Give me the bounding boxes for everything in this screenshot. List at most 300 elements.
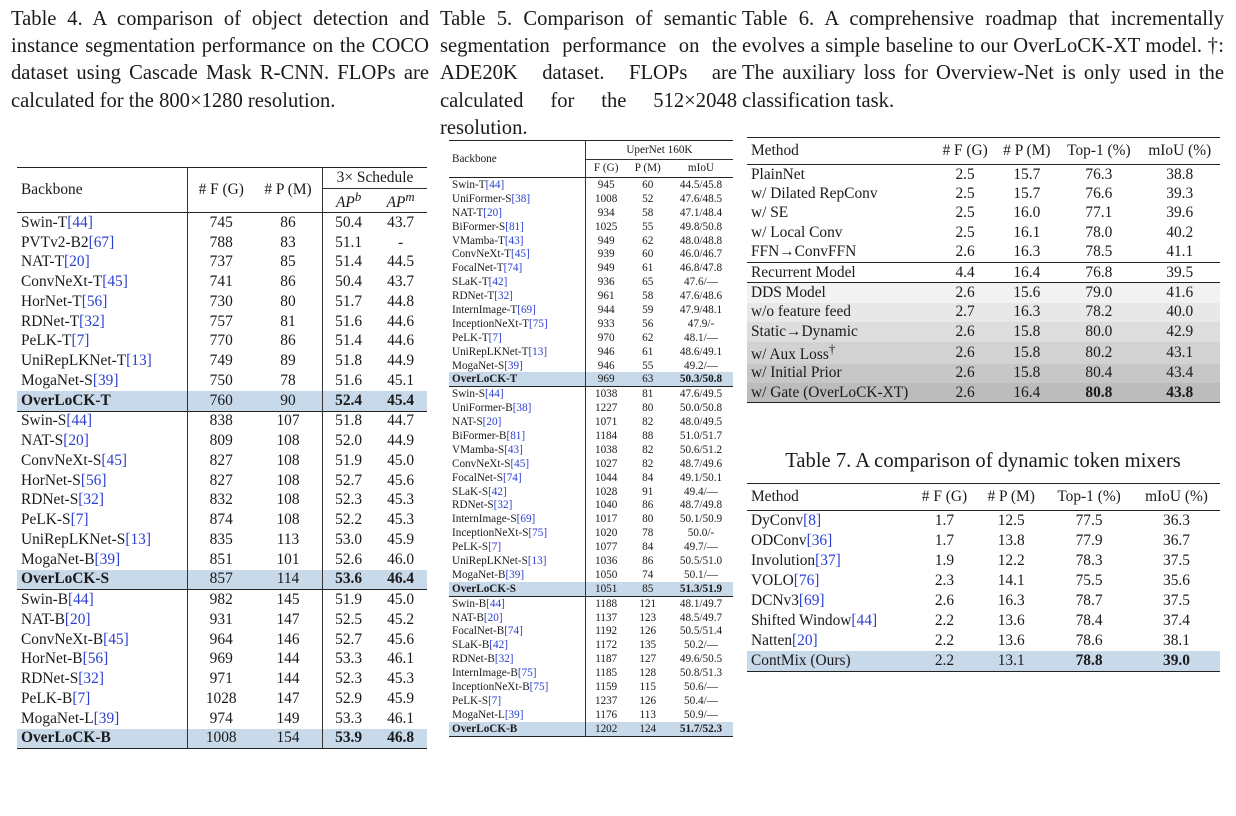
t6-cell-method xyxy=(747,165,935,185)
t5-cell-backbone xyxy=(449,387,585,401)
t6-cell-miou: 38.8 xyxy=(1166,165,1194,183)
t5-row xyxy=(449,261,733,275)
t4-cell-apb: 53.3 xyxy=(323,650,375,670)
t4-row xyxy=(17,550,427,570)
t4-model-name: PeLK-B xyxy=(21,689,73,707)
t4-body xyxy=(17,213,427,749)
t5-citation: [20] xyxy=(483,611,503,624)
t6-cell-flops: 2.5 xyxy=(955,223,975,241)
t4-cell-flops: 737 xyxy=(188,253,254,273)
t5-cell-params: 126 xyxy=(639,625,657,638)
t6-row xyxy=(747,165,1220,185)
t6-cell-method xyxy=(747,243,935,263)
t5-cell-flops: 1185 xyxy=(585,666,626,680)
t5-cell-params: 82 xyxy=(642,443,654,456)
t5-row xyxy=(449,638,733,652)
t5-cell-flops: 1176 xyxy=(585,708,626,722)
t4-cell-params: 107 xyxy=(276,412,300,430)
t4-cell-apb: 52.6 xyxy=(323,550,375,570)
t4-cell-apb: 51.8 xyxy=(323,351,375,371)
t4-cell-apb: 53.0 xyxy=(323,530,375,550)
t5-cell-params: 84 xyxy=(642,471,654,484)
t4-cell-params: 85 xyxy=(280,253,296,271)
t5-row xyxy=(449,540,733,554)
t4-cell-backbone xyxy=(17,431,188,451)
t4-cell-apm: 46.1 xyxy=(387,650,415,668)
t4-cell-backbone xyxy=(17,630,188,650)
t4-model-name: HorNet-T xyxy=(21,292,82,310)
t5-cell-params: 128 xyxy=(639,667,657,680)
t7-row xyxy=(747,531,1220,551)
t5-cell-miou: 50.5/51.0 xyxy=(679,554,723,567)
t4-cell-flops: 874 xyxy=(188,510,254,530)
t4-cell-backbone xyxy=(17,709,188,729)
t6-cell-flops: 2.5 xyxy=(955,204,975,222)
t7-cell-flops: 1.7 xyxy=(934,532,955,549)
t7-header-flops: # F (G) xyxy=(921,488,968,505)
t7-cell-method xyxy=(747,591,912,611)
t6-cell-miou: 41.6 xyxy=(1139,283,1220,303)
t5-model-name: InceptionNeXt-T xyxy=(452,317,530,330)
t7-cell-flops: 2.2 xyxy=(934,632,955,649)
t5-cell-backbone xyxy=(449,512,585,526)
t4-citation: [39] xyxy=(92,371,119,389)
t5-model-name: InceptionNeXt-B xyxy=(452,681,530,693)
t6-method-name: w/ Local Conv xyxy=(751,223,843,241)
t5-cell-params: 55 xyxy=(642,220,654,233)
t4-cell-apm: 45.6 xyxy=(387,630,415,648)
t5-cell-params: 86 xyxy=(642,554,654,567)
t5-model-name: InternImage-B xyxy=(452,667,518,680)
t5-citation: [38] xyxy=(511,192,531,205)
t7-citation: [36] xyxy=(806,532,833,549)
t4-cell-apb: 51.4 xyxy=(323,332,375,352)
t4-cell-apb: 52.5 xyxy=(323,610,375,630)
t5-cell-miou: 49.8/50.8 xyxy=(679,220,723,233)
t5-cell-backbone xyxy=(449,666,585,680)
t5-cell-backbone xyxy=(449,415,585,429)
t5-citation: [45] xyxy=(511,248,530,261)
t7-cell-miou: 37.4 xyxy=(1163,612,1190,629)
t4-model-name: Swin-T xyxy=(21,213,68,231)
t6-cell-params: 15.6 xyxy=(995,283,1058,303)
t5-citation: [39] xyxy=(504,708,524,721)
t7-cell-params: 12.5 xyxy=(997,512,1025,529)
t5-model-name: OverLoCK-B xyxy=(452,722,518,735)
t4-model-name: NAT-B xyxy=(21,610,65,628)
t5-cell-params: 62 xyxy=(642,331,654,344)
t4-row xyxy=(17,491,427,511)
t4-citation: [13] xyxy=(126,352,152,370)
t4-cell-apb: 52.9 xyxy=(323,689,375,709)
t4-model-name: OverLoCK-S xyxy=(21,570,110,588)
t5-cell-backbone xyxy=(449,554,585,568)
t6-row xyxy=(747,383,1220,403)
t5-model-name: MogaNet-B xyxy=(452,568,506,581)
t5-row xyxy=(449,708,733,722)
table6-caption: Table 6. A comprehensive roadmap that incrementally evolves a simple baseline to our OverLoCK-XT model. †: The auxiliary loss for Overview-Net is only used in the classification task. xyxy=(742,8,1224,112)
t5-cell-backbone xyxy=(449,722,585,736)
t4-cell-apm: 46.4 xyxy=(374,570,427,590)
t4-model-name: NAT-T xyxy=(21,253,65,271)
t5-model-name: OverLoCK-T xyxy=(452,373,518,386)
t5-cell-backbone xyxy=(449,708,585,722)
t5-model-name: InternImage-S xyxy=(452,513,517,526)
t5-cell-miou: 50.1/— xyxy=(684,568,718,581)
t5-cell-params: 123 xyxy=(639,611,657,624)
t5-cell-params: 124 xyxy=(627,722,669,736)
t6-cell-method xyxy=(747,303,935,322)
t5-row xyxy=(449,443,733,457)
t5-cell-flops: 1137 xyxy=(585,611,626,625)
t6-row xyxy=(747,204,1220,223)
t4-model-name: RDNet-S xyxy=(21,670,79,688)
t5-cell-params: 60 xyxy=(642,248,654,261)
t4-cell-apb: 50.4 xyxy=(323,272,375,292)
t4-cell-flops: 788 xyxy=(188,233,254,253)
t5-highlight-row xyxy=(449,722,733,736)
t5-cell-backbone xyxy=(449,303,585,317)
t6-cell-method xyxy=(747,184,935,203)
t6-body xyxy=(747,165,1220,403)
t4-cell-flops: 857 xyxy=(188,570,254,590)
t4-cell-params: 144 xyxy=(276,670,300,688)
t7-cell-method xyxy=(747,571,912,591)
t5-cell-flops: 970 xyxy=(585,331,626,345)
t4-cell-backbone xyxy=(17,610,188,630)
t5-cell-params: 58 xyxy=(642,206,654,219)
t5-citation: [74] xyxy=(502,471,522,484)
t5-cell-flops: 1051 xyxy=(585,582,626,596)
t5-cell-params: 52 xyxy=(642,192,654,205)
t4-cell-flops: 770 xyxy=(188,332,254,352)
t4-citation: [32] xyxy=(79,312,105,330)
t7-cell-top1: 77.5 xyxy=(1075,512,1103,529)
t5-cell-backbone xyxy=(449,401,585,415)
t7-header-params: # P (M) xyxy=(987,488,1035,505)
t5-cell-backbone xyxy=(449,275,585,289)
t5-model-name: PeLK-S xyxy=(452,694,489,707)
t4-cell-flops: 982 xyxy=(188,590,254,610)
t6-cell-params: 16.1 xyxy=(1013,223,1041,241)
t4-citation: [44] xyxy=(67,213,93,231)
t5-cell-backbone xyxy=(449,680,585,694)
t5-cell-backbone xyxy=(449,611,585,625)
t5-citation: [39] xyxy=(505,568,525,581)
t4-citation: [56] xyxy=(81,292,108,310)
t6-row xyxy=(747,223,1220,242)
t5-cell-backbone xyxy=(449,625,585,639)
t6-row xyxy=(747,262,1220,282)
t4-cell-apm: 45.3 xyxy=(387,670,415,688)
t7-cell-flops: 2.6 xyxy=(934,592,955,609)
t7-cell-miou: 36.3 xyxy=(1163,512,1190,529)
t4-model-name: MogaNet-L xyxy=(21,709,94,727)
t5-citation: [75] xyxy=(529,681,549,693)
t5-cell-backbone xyxy=(449,331,585,345)
t4-header-params: # P (M) xyxy=(264,181,312,198)
t6-cell-params: 15.8 xyxy=(995,342,1058,364)
t7-cell-params: 14.1 xyxy=(997,572,1025,589)
t5-cell-miou: 48.0/49.5 xyxy=(679,416,723,429)
t5-citation: [32] xyxy=(493,499,513,512)
t5-row xyxy=(449,275,733,289)
t5-citation: [74] xyxy=(504,625,523,638)
t6-header-flops: # F (G) xyxy=(942,142,988,159)
t4-cell-params: 113 xyxy=(276,530,300,548)
t5-cell-miou: 47.6/— xyxy=(684,276,718,289)
t6-cell-params: 15.7 xyxy=(1013,165,1041,183)
t5-row xyxy=(449,471,733,485)
t4-row xyxy=(17,650,427,670)
t4-cell-apm: 43.7 xyxy=(387,213,415,231)
t5-model-name: PeLK-T xyxy=(452,331,489,344)
t4-cell-params: 154 xyxy=(254,729,323,749)
t5-citation: [7] xyxy=(488,694,502,707)
t5-cell-flops: 1188 xyxy=(585,596,626,610)
t7-method-name: DCNv3 xyxy=(751,592,799,609)
t5-row xyxy=(449,387,733,401)
t5-cell-miou: 49.1/50.1 xyxy=(679,471,723,484)
t6-cell-miou: 39.6 xyxy=(1166,204,1194,222)
t7-cell-method xyxy=(747,611,912,631)
t7-cell-top1: 78.8 xyxy=(1045,651,1133,672)
t5-cell-backbone xyxy=(449,582,585,596)
t6-cell-top1: 80.2 xyxy=(1058,342,1139,364)
t4-model-name: HorNet-B xyxy=(21,650,83,668)
t5-cell-flops: 1227 xyxy=(585,401,626,415)
t5-citation: [32] xyxy=(494,290,513,303)
t4-cell-backbone xyxy=(17,491,188,511)
t4-cell-params: 78 xyxy=(280,371,296,389)
t5-cell-miou: 49.7/— xyxy=(684,541,718,554)
t7-cell-method xyxy=(747,511,912,532)
t5-cell-params: 82 xyxy=(642,416,654,429)
t5-cell-flops: 946 xyxy=(585,345,626,359)
t5-cell-flops: 1038 xyxy=(585,387,626,401)
t5-row xyxy=(449,303,733,317)
t5-cell-flops: 1184 xyxy=(585,429,626,443)
t5-row xyxy=(449,429,733,443)
t7-header-miou: mIoU (%) xyxy=(1145,488,1208,505)
t4-cell-backbone xyxy=(17,272,188,292)
t4-model-name: RDNet-S xyxy=(21,491,79,509)
t5-cell-params: 61 xyxy=(642,345,654,358)
t5-cell-backbone xyxy=(449,345,585,359)
t5-model-name: OverLoCK-S xyxy=(452,582,517,595)
t4-row xyxy=(17,610,427,630)
t6-cell-params: 15.8 xyxy=(995,364,1058,383)
table6 xyxy=(747,137,1220,403)
t4-model-name: MogaNet-S xyxy=(21,371,93,389)
t5-cell-params: 86 xyxy=(642,499,654,512)
table4 xyxy=(17,167,427,749)
t4-citation: [45] xyxy=(103,630,129,648)
t4-model-name: MogaNet-B xyxy=(21,550,95,568)
t5-cell-miou: 47.1/48.4 xyxy=(679,206,723,219)
t7-citation: [8] xyxy=(803,512,822,529)
t5-row xyxy=(449,415,733,429)
t5-cell-flops: 1071 xyxy=(585,415,626,429)
t4-row xyxy=(17,510,427,530)
t7-cell-params: 16.3 xyxy=(997,592,1025,609)
t5-model-name: MogaNet-L xyxy=(452,708,505,721)
t4-cell-params: 145 xyxy=(276,591,300,609)
t7-row xyxy=(747,571,1220,591)
t4-cell-apb: 52.3 xyxy=(323,669,375,689)
t4-citation: [45] xyxy=(102,273,128,291)
t5-cell-miou: 48.0/48.8 xyxy=(679,234,723,247)
t5-cell-backbone xyxy=(449,652,585,666)
t4-cell-params: 108 xyxy=(276,432,300,450)
t5-cell-backbone xyxy=(449,694,585,708)
t4-cell-apm: 45.3 xyxy=(387,491,415,509)
t4-cell-apm: 44.8 xyxy=(387,292,415,310)
t5-citation: [81] xyxy=(505,220,524,233)
t7-method-name: ContMix (Ours) xyxy=(751,652,851,669)
t4-cell-backbone xyxy=(17,312,188,332)
t7-cell-method xyxy=(747,651,912,672)
t7-cell-miou: 37.5 xyxy=(1163,592,1190,609)
t5-row xyxy=(449,526,733,540)
t6-cell-method xyxy=(747,322,935,341)
t4-cell-backbone xyxy=(17,233,188,253)
t7-cell-params: 13.1 xyxy=(977,651,1045,672)
t4-cell-flops: 969 xyxy=(188,650,254,670)
t4-header-apm: $AP^m$ xyxy=(386,189,415,211)
t5-cell-backbone xyxy=(449,498,585,512)
t5-model-name: NAT-B xyxy=(452,611,484,624)
t4-cell-backbone xyxy=(17,451,188,471)
t4-cell-params: 86 xyxy=(280,332,296,350)
t5-cell-backbone xyxy=(449,192,585,206)
t6-cell-top1: 78.0 xyxy=(1085,223,1113,241)
t7-method-name: VOLO xyxy=(751,572,794,589)
t7-citation: [44] xyxy=(851,612,878,629)
t5-row xyxy=(449,498,733,512)
t5-cell-flops: 1050 xyxy=(585,568,626,582)
t4-header-apb: $AP^b$ xyxy=(323,189,375,213)
t5-citation: [74] xyxy=(503,262,523,275)
t7-row xyxy=(747,631,1220,651)
t5-row xyxy=(449,317,733,331)
t4-cell-flops: 974 xyxy=(188,709,254,729)
t4-cell-apm: 44.9 xyxy=(387,432,415,450)
t4-model-name: ConvNeXt-S xyxy=(21,451,102,469)
t4-cell-flops: 971 xyxy=(188,669,254,689)
t4-cell-backbone xyxy=(17,729,188,749)
t5-citation: [20] xyxy=(482,416,502,429)
t4-row xyxy=(17,411,427,431)
t4-citation: [32] xyxy=(78,670,104,688)
t6-method-name: w/o feature feed xyxy=(751,303,851,321)
t4-cell-params: 146 xyxy=(276,630,300,648)
t4-citation: [56] xyxy=(82,650,109,668)
t7-cell-miou: 35.6 xyxy=(1163,572,1190,589)
t6-cell-miou: 41.1 xyxy=(1166,243,1194,261)
t7-method-name: DyConv xyxy=(751,512,804,529)
table7-caption-block xyxy=(742,448,1224,475)
t4-model-name: Swin-S xyxy=(21,412,67,430)
t5-row xyxy=(449,331,733,345)
t6-cell-top1: 80.8 xyxy=(1058,383,1139,403)
t6-cell-top1: 76.6 xyxy=(1085,185,1113,203)
t4-row xyxy=(17,253,427,273)
t6-header-miou: mIoU (%) xyxy=(1148,142,1212,159)
t4-cell-flops: 835 xyxy=(188,530,254,550)
t5-cell-params: 88 xyxy=(642,429,654,442)
t4-cell-apm: 45.0 xyxy=(387,451,415,469)
t4-cell-apb: 52.0 xyxy=(323,431,375,451)
t5-row xyxy=(449,178,733,192)
t4-cell-backbone xyxy=(17,510,188,530)
t5-cell-backbone xyxy=(449,596,585,610)
t4-citation: [7] xyxy=(71,332,90,350)
t5-cell-backbone xyxy=(449,429,585,443)
t4-cell-backbone xyxy=(17,570,188,590)
t4-cell-apb: 51.1 xyxy=(323,233,375,253)
t4-cell-apb: 52.2 xyxy=(323,510,375,530)
t5-citation: [44] xyxy=(485,178,505,191)
t4-model-name: PeLK-S xyxy=(21,511,71,529)
t4-highlight-row xyxy=(17,570,427,590)
t7-method-name: ODConv xyxy=(751,532,807,549)
t4-cell-apb: 51.8 xyxy=(323,411,375,431)
t6-cell-flops: 4.4 xyxy=(955,263,975,281)
t5-cell-flops: 946 xyxy=(585,359,626,373)
table5-caption-block xyxy=(440,6,737,142)
t5-cell-miou: 50.2/— xyxy=(684,639,718,652)
t4-row xyxy=(17,471,427,491)
t5-citation: [69] xyxy=(516,513,536,526)
t5-cell-miou: 49.4/— xyxy=(684,485,718,498)
t7-header-method: Method xyxy=(751,488,799,505)
t4-cell-apm: 44.9 xyxy=(387,352,415,370)
t5-row xyxy=(449,345,733,359)
t4-cell-apm: 45.6 xyxy=(387,471,415,489)
t4-citation: [20] xyxy=(64,253,90,271)
t6-header-top1: Top-1 (%) xyxy=(1067,142,1131,159)
t6-method-name: Static→Dynamic xyxy=(751,322,858,340)
t5-cell-params: 113 xyxy=(639,708,656,721)
t4-row xyxy=(17,709,427,729)
t4-cell-apb: 51.6 xyxy=(323,312,375,332)
t5-cell-flops: 933 xyxy=(585,317,626,331)
t4-cell-apb: 53.6 xyxy=(323,570,375,590)
t4-cell-apm: - xyxy=(398,233,404,251)
t5-highlight-row xyxy=(449,582,733,596)
t7-body xyxy=(747,511,1220,672)
t6-cell-flops: 2.6 xyxy=(935,364,996,383)
t5-citation: [75] xyxy=(517,667,537,680)
t5-cell-params: 60 xyxy=(642,178,654,191)
t7-cell-flops: 2.2 xyxy=(912,651,978,672)
t6-header-params: # P (M) xyxy=(1003,142,1051,159)
t5-cell-backbone xyxy=(449,247,585,261)
t5-cell-flops: 949 xyxy=(585,234,626,248)
t6-row xyxy=(747,283,1220,303)
t5-row xyxy=(449,666,733,680)
t5-header-backbone: Backbone xyxy=(452,153,497,165)
t5-row xyxy=(449,220,733,234)
t6-cell-flops: 2.6 xyxy=(935,283,996,303)
t5-cell-miou: 50.9/— xyxy=(684,708,718,721)
t4-row xyxy=(17,590,427,610)
t4-citation: [67] xyxy=(88,233,115,251)
t7-cell-method xyxy=(747,531,912,551)
t6-cell-method xyxy=(747,383,935,403)
t5-citation: [44] xyxy=(484,388,504,401)
